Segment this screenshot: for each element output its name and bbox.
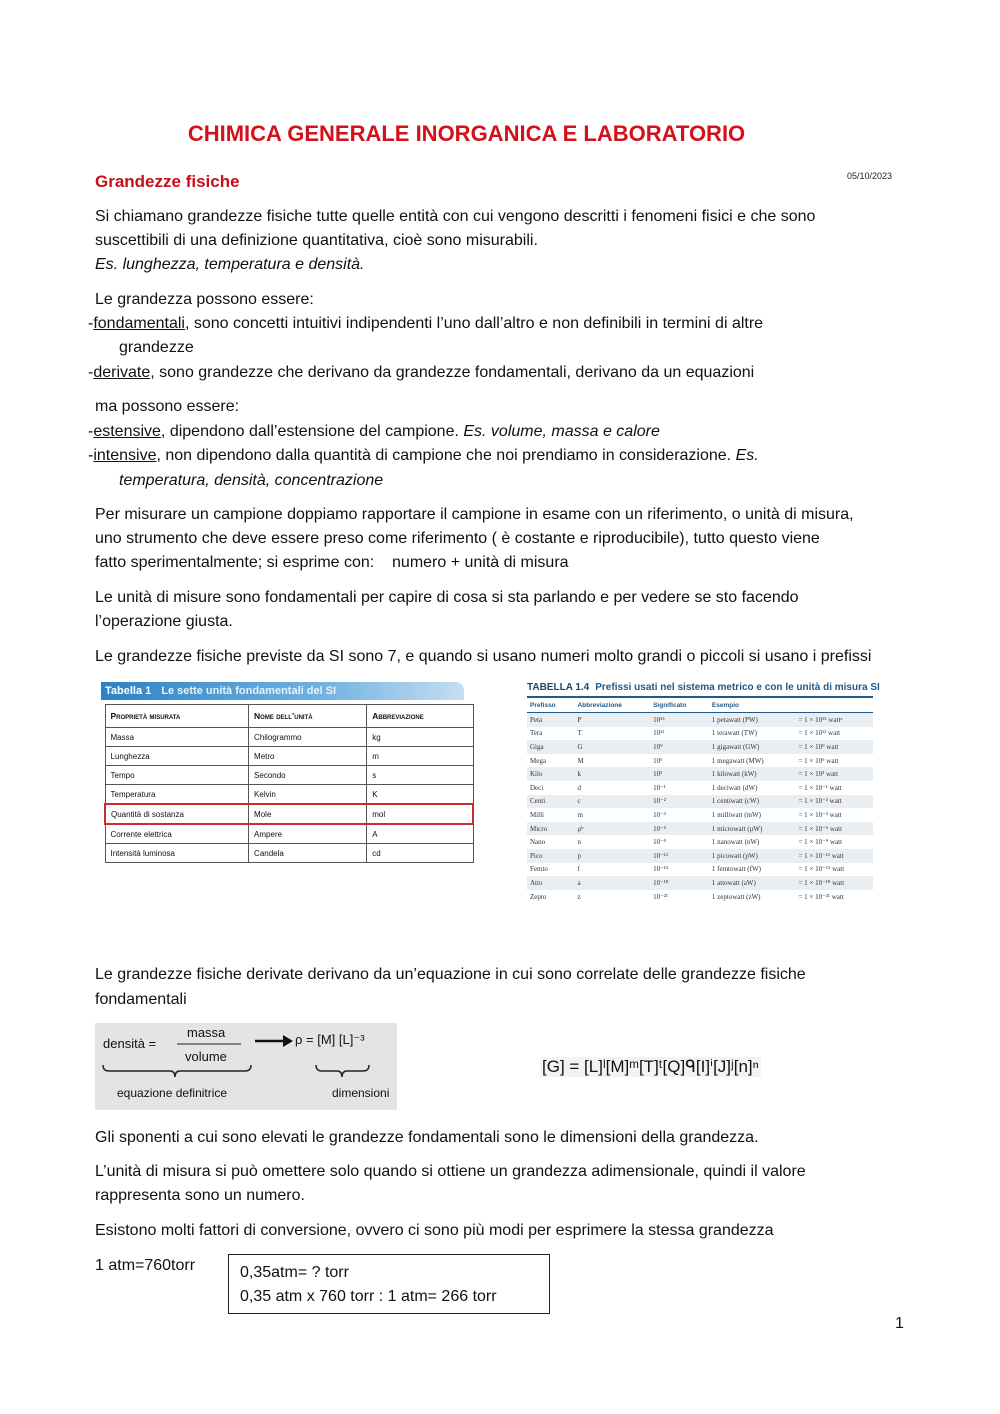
table-cell: Micro xyxy=(527,822,574,836)
column-header: Nome dell’unità xyxy=(249,705,367,728)
table-cell: cd xyxy=(367,844,473,863)
table-cell: Ampere xyxy=(249,824,367,844)
table-cell: 10⁻¹ xyxy=(653,783,666,792)
list-item-fondamentali: -fondamentali, sono concetti intuitivi indipendenti l’uno dall’altro e non definibili in termini di altre xyxy=(88,315,764,332)
term-intensive: intensive xyxy=(93,447,157,464)
table-cell: 1 terawatt (TW) xyxy=(711,729,758,738)
table-cell: 1 kilowatt (kW) xyxy=(709,767,796,781)
table-row xyxy=(105,844,473,863)
table-cell: Zepto xyxy=(530,892,547,901)
table-cell: G xyxy=(574,740,650,754)
box-line: 0,35 atm x 760 torr : 1 atm= 266 torr xyxy=(240,1288,497,1305)
table-cell: 1 deciwatt (dW) xyxy=(711,783,758,792)
table-cell: = 1 × 10⁻² watt xyxy=(795,795,873,809)
table-cell: Kelvin xyxy=(249,785,367,805)
table-cell: Lunghezza xyxy=(105,747,249,766)
table-cell: 1 gigawatt (GW) xyxy=(709,740,796,754)
table-cell: 1 femtowatt (fW) xyxy=(711,865,761,874)
table-cell: n xyxy=(577,838,581,847)
table-cell: = 1 × 10⁻²¹ watt xyxy=(798,892,844,901)
table-cell: Centi xyxy=(527,795,574,809)
table-cell: Tera xyxy=(530,729,543,738)
table-cell: Atto xyxy=(527,876,574,890)
table-cell: kg xyxy=(367,728,473,747)
example-line: Es. lunghezza, temperatura e densità. xyxy=(95,256,365,273)
table-cell: 1 zeptowatt (zW) xyxy=(711,892,761,901)
table-cell: c xyxy=(574,795,650,809)
paragraph-line: Gli sponenti a cui sono elevati le grandezze fondamentali sono le dimensioni della grandezza. xyxy=(95,1129,759,1146)
table-row xyxy=(105,728,473,747)
definition-text: , sono grandezze che derivano da grandezze fondamentali, derivano da un equazioni xyxy=(150,364,755,381)
density-diagram xyxy=(95,1023,397,1110)
table-cell: 10¹⁵ xyxy=(650,713,709,727)
table-cell: = 1 × 10¹⁵ wattᵃ xyxy=(795,713,873,727)
list-item-derivate: -derivate, sono grandezze che derivano da grandezze fondamentali, derivano da un equazioni xyxy=(88,364,755,381)
term-derivate: derivate xyxy=(93,364,151,381)
table-cell: = 1 × 10⁶ watt xyxy=(798,756,839,765)
table-row xyxy=(527,781,873,795)
column-header: Significato xyxy=(650,698,709,713)
table-number: Tabella 1 xyxy=(105,685,152,697)
definition-text: , non dipendono dalla quantità di campione che noi prendiamo in considerazione. xyxy=(156,447,736,464)
table-cell: Deci xyxy=(530,783,544,792)
table-cell: Milli xyxy=(530,810,545,819)
table-cell: 10⁻¹² xyxy=(650,849,709,863)
document-date: 05/10/2023 xyxy=(847,171,893,181)
table-cell: 10⁻¹⁵ xyxy=(653,865,669,874)
table-row xyxy=(105,766,473,785)
si-base-units-table xyxy=(101,682,464,862)
table-cell: z xyxy=(577,892,581,901)
table-cell: μᵇ xyxy=(574,822,650,836)
table-row xyxy=(527,754,873,768)
table-cell: Giga xyxy=(527,740,574,754)
table-cell: K xyxy=(367,785,473,805)
table-cell: M xyxy=(577,756,584,765)
paragraph-line: l’operazione giusta. xyxy=(95,613,233,630)
table-row xyxy=(527,740,873,754)
table-cell: 10⁻⁹ xyxy=(653,838,667,847)
fraction-denominator: volume xyxy=(185,1049,227,1064)
column-header: Prefisso xyxy=(527,698,574,713)
table-cell: = 1 × 10⁻⁶ watt xyxy=(795,822,873,836)
section-heading: Grandezze fisiche xyxy=(95,172,240,191)
table-row xyxy=(527,890,873,904)
list-item-intensive: -intensive, non dipendono dalla quantità di campione che noi prendiamo in considerazione. Es. xyxy=(88,447,759,464)
table-title: Prefissi usati nel sistema metrico e con le unità di misura SI xyxy=(595,682,880,693)
table-cell: = 1 × 10⁻¹⁵ watt xyxy=(798,865,845,874)
definition-text: , dipendono dall’estensione del campione. xyxy=(160,423,464,440)
table-cell: Quantità di sostanza xyxy=(105,804,249,824)
table-row xyxy=(105,747,473,766)
table-row xyxy=(527,876,873,890)
table-cell: Metro xyxy=(249,747,367,766)
table-cell: = 1 × 10¹² watt xyxy=(798,729,841,738)
column-header: Abbreviazione xyxy=(367,705,473,728)
paragraph-line: rappresenta sono un numero. xyxy=(95,1187,305,1204)
paragraph-line: suscettibili di una definizione quantitativa, cioè sono misurabili. xyxy=(95,232,538,249)
table-cell: = 1 × 10³ watt xyxy=(795,767,873,781)
column-header: Proprietà misurata xyxy=(105,705,249,728)
table-cell: 1 nanowatt (nW) xyxy=(711,838,760,847)
table-cell: f xyxy=(577,865,580,874)
table-row xyxy=(527,808,873,822)
table-row xyxy=(527,835,873,849)
paragraph-line: Le grandezze fisiche previste da SI sono 7, e quando si usano numeri molto grandi o piccoli si usano i prefissi xyxy=(95,648,872,665)
table-title: Le sette unità fondamentali del SI xyxy=(161,685,337,697)
table-cell: P xyxy=(574,713,650,727)
paragraph-line: Le unità di misure sono fondamentali per capire di cosa si sta parlando e per vedere se sto facendo xyxy=(95,589,799,606)
table-cell: Secondo xyxy=(249,766,367,785)
si-units-grid xyxy=(104,704,474,863)
table-cell: = 1 × 10⁻¹⁸ watt xyxy=(795,876,873,890)
table-cell: m xyxy=(367,747,473,766)
table-cell: Intensità luminosa xyxy=(105,844,249,863)
table-cell: Massa xyxy=(105,728,249,747)
table-cell: Tempo xyxy=(105,766,249,785)
table-row xyxy=(527,822,873,836)
table-cell: Nano xyxy=(530,838,546,847)
table-row xyxy=(527,767,873,781)
table-cell: p xyxy=(574,849,650,863)
table-cell: 10⁶ xyxy=(653,756,663,765)
table-cell: Chilogrammo xyxy=(249,728,367,747)
table-cell: 10⁹ xyxy=(650,740,709,754)
table-cell: s xyxy=(367,766,473,785)
prefixes-grid xyxy=(527,698,873,903)
density-lhs: densità = xyxy=(103,1036,157,1051)
list-item-continuation: grandezze xyxy=(119,339,194,356)
table-cell: 1 attowatt (aW) xyxy=(709,876,796,890)
table-cell: Candela xyxy=(249,844,367,863)
table-cell: 10⁻¹⁸ xyxy=(650,876,709,890)
conversion-factor: 1 atm=760torr xyxy=(95,1257,196,1274)
paragraph-line: Le grandezza possono essere: xyxy=(95,291,314,308)
example-text: Es. xyxy=(735,447,759,464)
paragraph-line: fondamentali xyxy=(95,991,187,1008)
table-cell: = 1 × 10⁻¹ watt xyxy=(798,783,842,792)
column-header: Abbreviazione xyxy=(574,698,650,713)
dimension-formula: [G] = [L]ˡ[M]ᵐ[T]ᵗ[Q]ᑫ[I]ⁱ[J]ʲ[n]ⁿ xyxy=(542,1057,759,1076)
label-dimensions: dimensioni xyxy=(332,1086,390,1100)
table-cell: Pico xyxy=(527,849,574,863)
table-cell: k xyxy=(574,767,650,781)
table-caption xyxy=(101,682,464,700)
table-cell: Mega xyxy=(530,756,546,765)
table-row xyxy=(527,863,873,877)
table-cell: 10⁻²¹ xyxy=(653,892,668,901)
definition-text: , sono concetti intuitivi indipendenti l’uno dall’altro e non definibili in termini di altre xyxy=(184,315,764,332)
paragraph-line: Si chiamano grandezze fisiche tutte quelle entità con cui vengono descritti i fenomeni fisici e che sono xyxy=(95,208,816,225)
page-number: 1 xyxy=(895,1315,904,1332)
table-row xyxy=(105,804,473,824)
paragraph-line: Esistono molti fattori di conversione, ovvero ci sono più modi per esprimere la stessa grandezza xyxy=(95,1222,774,1239)
table-row xyxy=(105,824,473,844)
table-cell: d xyxy=(577,783,581,792)
table-cell: 10⁻⁶ xyxy=(650,822,709,836)
table-cell: a xyxy=(574,876,650,890)
table-cell: T xyxy=(577,729,582,738)
list-item-estensive: -estensive, dipendono dall’estensione del campione. Es. volume, massa e calore xyxy=(88,423,660,440)
table-cell: = 1 × 10⁻¹² watt xyxy=(795,849,873,863)
box-line: 0,35atm= ? torr xyxy=(240,1264,349,1281)
paragraph-line: L’unità di misura si può omettere solo quando si ottiene un grandezza adimensionale, quindi il valore xyxy=(95,1163,806,1180)
paragraph-line: uno strumento che deve essere preso come riferimento ( è costante e riproducibile), tutto questo viene xyxy=(95,530,820,547)
table-row xyxy=(527,727,873,741)
term-estensive: estensive xyxy=(93,423,161,440)
table-number: TABELLA 1.4 xyxy=(527,682,590,693)
table-cell: m xyxy=(577,810,583,819)
dimension-result: ρ = [M] [L]⁻³ xyxy=(295,1032,365,1047)
table-cell: Corrente elettrica xyxy=(105,824,249,844)
table-cell: 10⁻³ xyxy=(653,810,666,819)
table-cell: = 1 × 10⁹ watt xyxy=(795,740,873,754)
table-cell: 1 milliwatt (mW) xyxy=(711,810,761,819)
fraction-numerator: massa xyxy=(187,1025,226,1040)
document-title: CHIMICA GENERALE INORGANICA E LABORATORIO xyxy=(187,121,746,146)
table-cell: 1 microwatt (μW) xyxy=(709,822,796,836)
table-cell: 10¹² xyxy=(653,729,665,738)
paragraph-line: ma possono essere: xyxy=(95,398,240,415)
column-header xyxy=(795,698,873,713)
column-header: Esempio xyxy=(709,698,796,713)
table-cell: Temperatura xyxy=(105,785,249,805)
term-fondamentali: fondamentali xyxy=(93,315,185,332)
table-cell: 1 megawatt (MW) xyxy=(711,756,764,765)
table-cell: Femto xyxy=(530,865,548,874)
table-row xyxy=(527,849,873,863)
table-cell: = 1 × 10⁻⁹ watt xyxy=(798,838,843,847)
paragraph-line: fatto sperimentalmente; si esprime con: numero + unità di misura xyxy=(95,554,569,571)
table-cell: 1 centiwatt (cW) xyxy=(709,795,796,809)
label-defining-equation: equazione definitrice xyxy=(117,1086,228,1100)
table-cell: 1 petawatt (PW) xyxy=(709,713,796,727)
table-cell: 1 picowatt (pW) xyxy=(709,849,796,863)
metric-prefixes-table xyxy=(527,680,880,906)
table-row xyxy=(105,785,473,805)
table-cell: = 1 × 10⁻³ watt xyxy=(798,810,842,819)
paragraph-line: Le grandezze fisiche derivate derivano da un’equazione in cui sono correlate delle grandezze fisiche xyxy=(95,966,806,983)
table-row xyxy=(527,795,873,809)
table-row xyxy=(527,713,873,727)
paragraph-line: Per misurare un campione doppiamo rapportare il campione in esame con un riferimento, o unità di misura, xyxy=(95,506,854,523)
table-cell: mol xyxy=(367,804,473,824)
table-cell: 10⁻² xyxy=(650,795,709,809)
table-cell: A xyxy=(367,824,473,844)
table-caption xyxy=(527,680,880,698)
example-text: Es. volume, massa e calore xyxy=(463,423,660,440)
table-cell: Peta xyxy=(527,713,574,727)
conversion-example-box xyxy=(228,1254,550,1314)
table-cell: Kilo xyxy=(527,767,574,781)
table-cell: Mole xyxy=(249,804,367,824)
table-cell: 10³ xyxy=(650,767,709,781)
example-continuation: temperatura, densità, concentrazione xyxy=(119,472,384,489)
